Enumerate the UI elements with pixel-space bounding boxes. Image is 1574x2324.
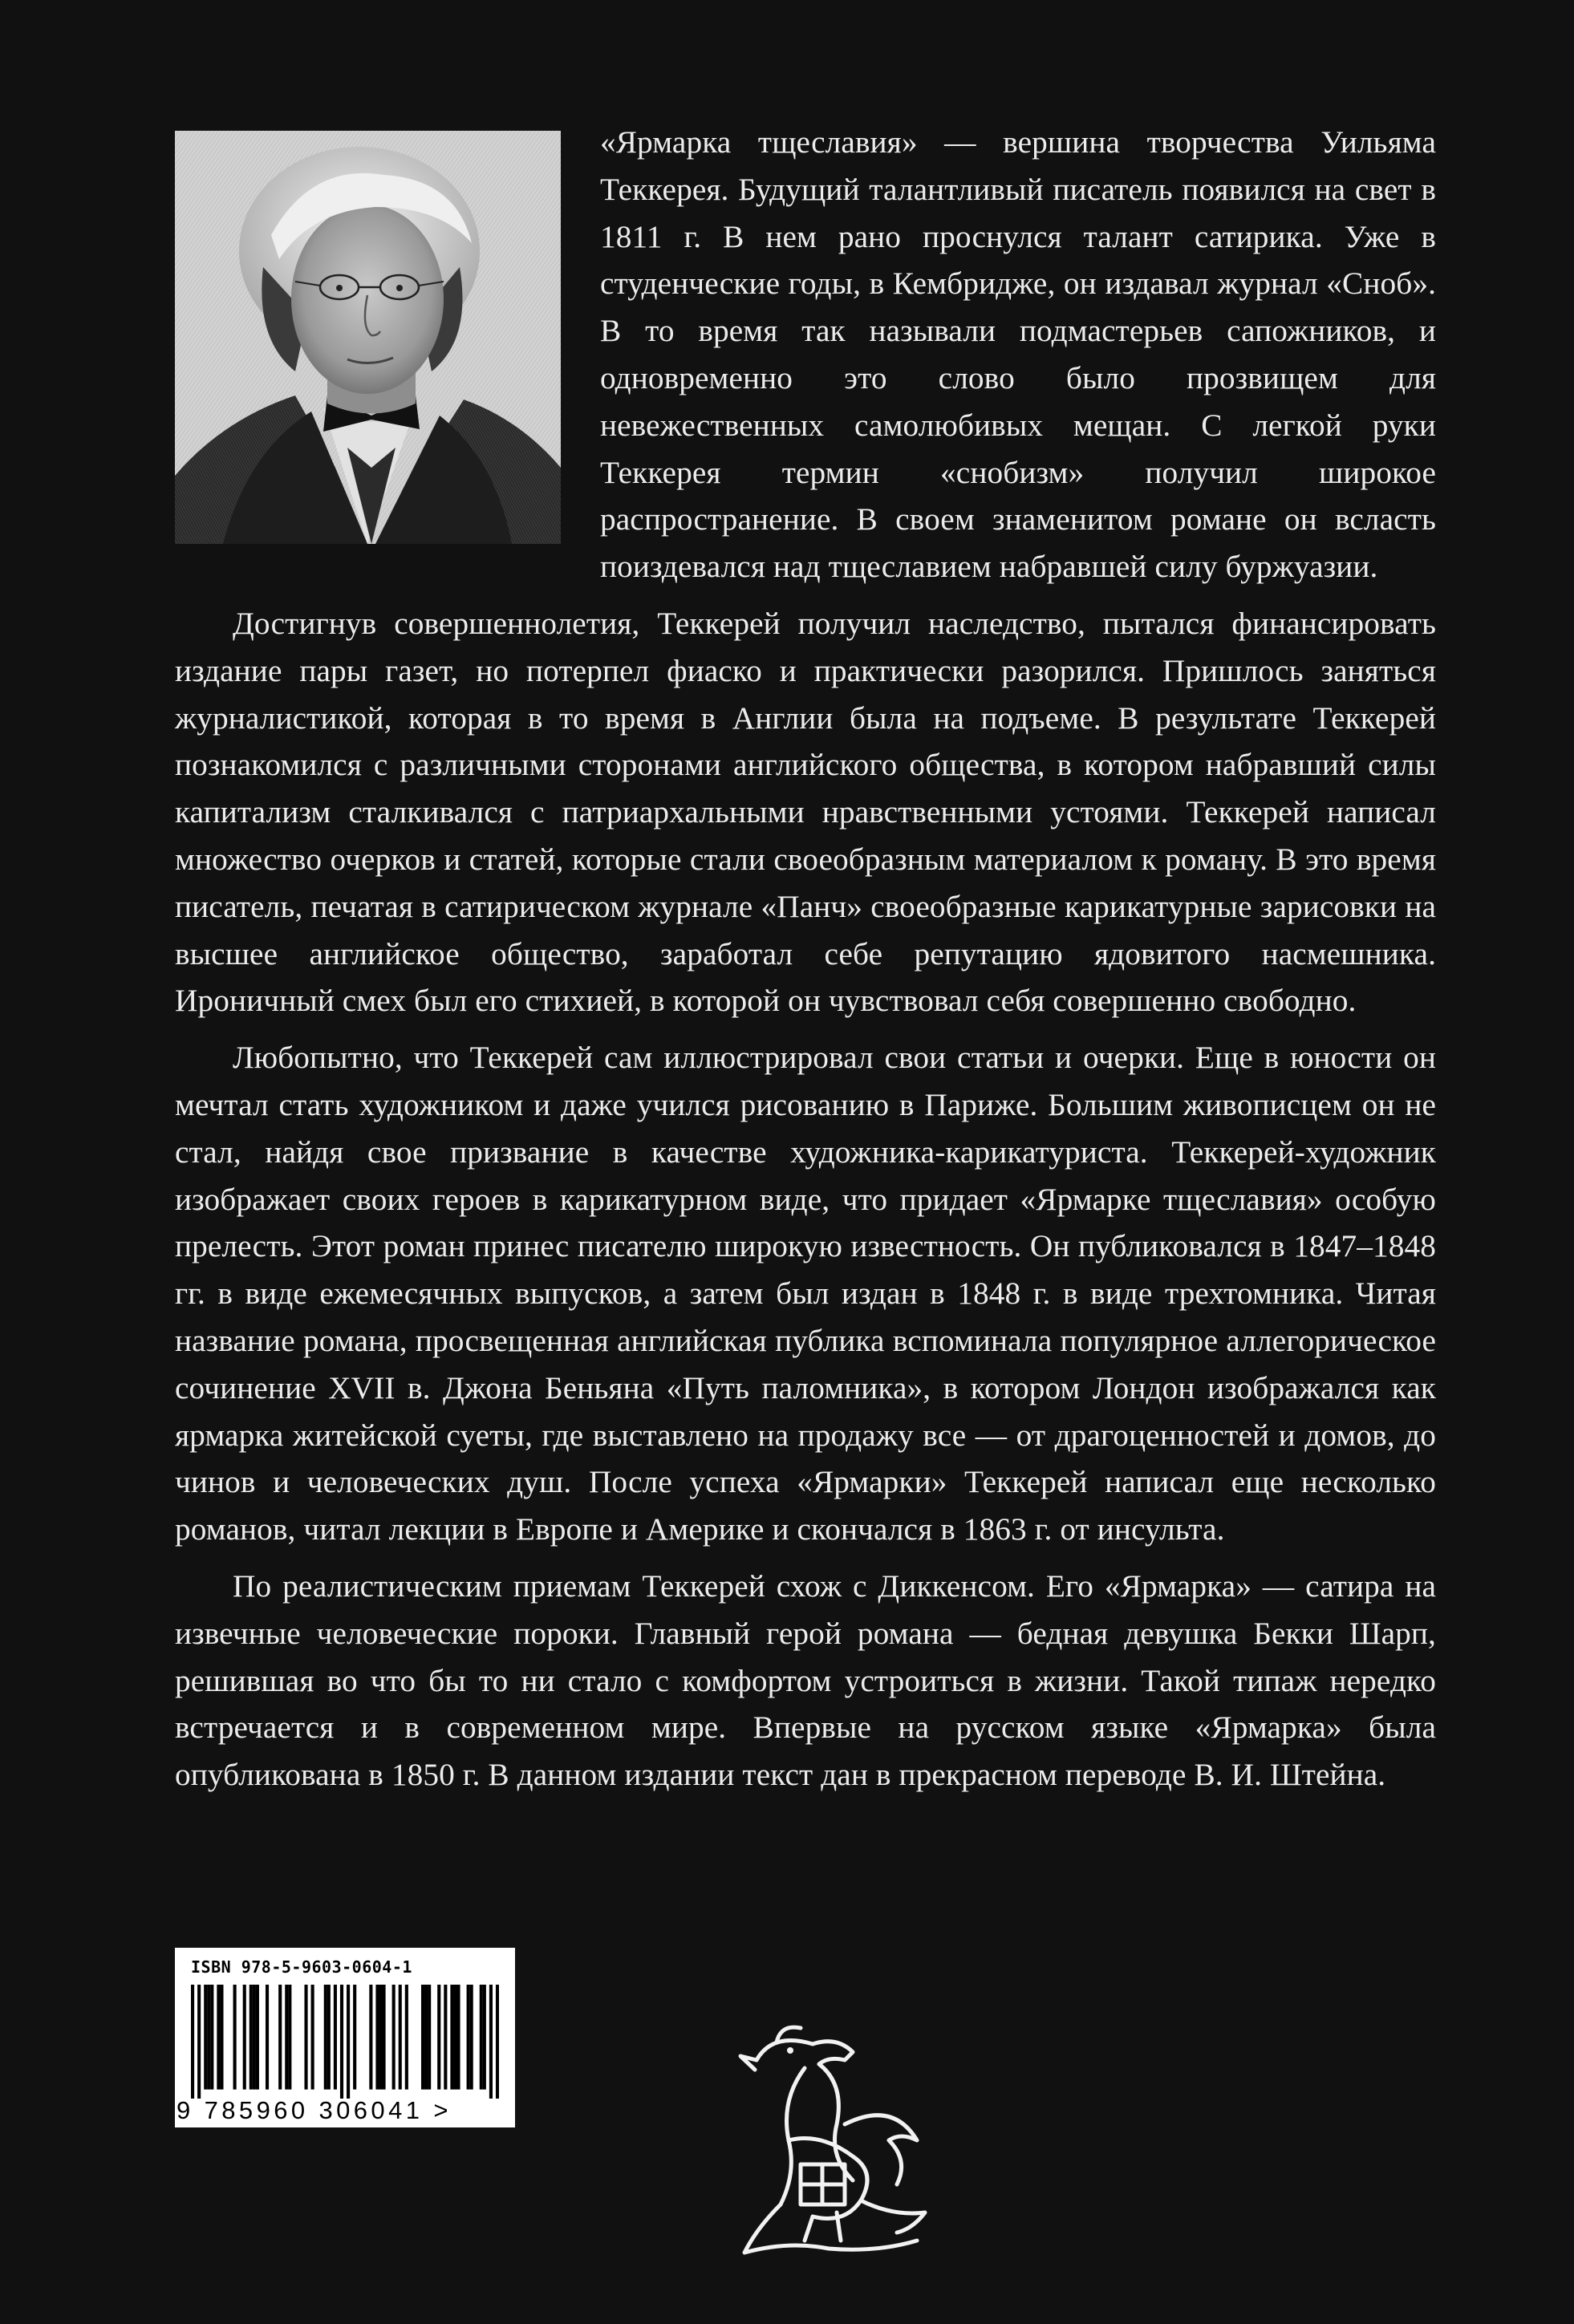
- barcode-bar: [210, 1985, 213, 2090]
- barcode-bar: [405, 1985, 408, 2090]
- barcode-bar: [204, 1985, 207, 2090]
- barcode-bar: [278, 1985, 282, 2090]
- barcode-bar: [453, 1985, 456, 2090]
- barcode-bar: [324, 1985, 327, 2090]
- isbn-barcode: [175, 1948, 515, 2127]
- barcode-bar: [288, 1985, 291, 2090]
- barcode-bar: [428, 1985, 431, 2090]
- barcode-bar: [233, 1985, 237, 2090]
- barcode-bar: [327, 1985, 331, 2090]
- barcode-bar: [353, 1985, 356, 2090]
- dragon-knot-logo-icon: [724, 2012, 946, 2261]
- barcode-bar: [470, 1985, 473, 2090]
- barcode-bar: [399, 1985, 402, 2090]
- barcode-bar: [424, 1985, 428, 2090]
- barcode-bar: [483, 1985, 486, 2090]
- barcode-bar: [444, 1985, 447, 2090]
- barcode-bar: [334, 1985, 337, 2090]
- barcode-bar: [220, 1985, 223, 2090]
- barcode-guard-bar: [197, 1985, 201, 2099]
- barcode-bar: [375, 1985, 379, 2090]
- barcode-guard-bar: [496, 1985, 499, 2099]
- barcode-bar: [456, 1985, 460, 2090]
- barcode-bar: [382, 1985, 385, 2090]
- blurb-text: [175, 119, 1436, 1799]
- barcode-bar: [243, 1985, 246, 2090]
- ean-digits: 9 785960 306041 >: [176, 2096, 452, 2124]
- barcode-bar: [207, 1985, 210, 2090]
- barcode-bar: [311, 1985, 314, 2090]
- barcode-bar: [249, 1985, 253, 2090]
- barcode-bars: [191, 1985, 499, 2099]
- barcode-bar: [253, 1985, 256, 2090]
- barcode-bar: [304, 1985, 307, 2090]
- barcode-guard-bar: [347, 1985, 350, 2099]
- barcode-bar: [256, 1985, 259, 2090]
- isbn-label: ISBN 978-5-9603-0604-1: [191, 1957, 412, 1977]
- barcode-bar: [266, 1985, 269, 2090]
- barcode-bar: [421, 1985, 424, 2090]
- barcode-bar: [285, 1985, 288, 2090]
- barcode-bar: [437, 1985, 440, 2090]
- barcode-bar: [369, 1985, 372, 2090]
- barcode-guard-bar: [191, 1985, 194, 2099]
- blurb-paragraph-4: По реалистическим приемам Теккерей схож с Диккенсом. Его «Ярмарка» — сатира на извечные человеческие пороки. Главный герой романа — бедная девушка Бекки Шарп, решившая во что бы то ни стало с комфортом устроиться в жизни. Такой типаж нередко встречается и в современном мире. Впервые на русском языке «Ярмарка» была опубликована в 1850 г. В данном издании текст дан в прекрасном переводе В. И. Штейна.: [175, 1568, 1436, 1793]
- blurb-paragraph-3: Любопытно, что Теккерей сам иллюстрировал свои статьи и очерки. Еще в юности он мечтал стать художником и даже учился рисованию в Париже. Большим живописцем он не стал, найдя свое призвание в качестве художника-карикатуриста. Теккерей-художник изображает своих героев в карикатурном виде, что придает «Ярмарке тщеславия» особую прелесть. Этот роман принес писателю широкую известность. Он публиковался в 1847–1848 гг. в виде ежемесячных выпусков, а затем был издан в 1848 г. в виде трехтомника. Читая название романа, просвещенная английская публика вспоминала популярное аллегорическое сочинение XVII в. Джона Беньяна «Путь паломника», в котором Лондон изображался как ярмарка житейской суеты, где выставлено на продажу все — от драгоценностей и домов, до чинов и человеческих душ. После успеха «Ярмарки» Теккерей написал еще несколько романов, читал лекции в Европе и Америке и скончался в 1863 г. от инсульта.: [175, 1040, 1436, 1547]
- barcode-bar: [217, 1985, 220, 2090]
- barcode-bar: [379, 1985, 382, 2090]
- barcode-bar: [467, 1985, 470, 2090]
- barcode-guard-bar: [340, 1985, 343, 2099]
- barcode-guard-bar: [489, 1985, 493, 2099]
- blurb-paragraph-1: «Ярмарка тщеславия» — вершина творчества Уильяма Теккерея. Будущий талантливый писатель появился на свет в 1811 г. В нем рано проснулся талант сатирика. Уже в студенческие годы, в Кембридже, он издавал журнал «Сноб». В то время так называли подмастерьев сапожников, и одновременно это слово было прозвищем для невежественных самолюбивых мещан. С легкой руки Теккерея термин «снобизм» получил широкое распространение. В своем знаменитом романе он всласть поиздевался над тщеславием набравшей силу буржуазии.: [600, 124, 1436, 585]
- barcode-bar: [392, 1985, 396, 2090]
- barcode-bar: [480, 1985, 483, 2090]
- blurb-paragraph-2: Достигнув совершеннолетия, Теккерей получил наследство, пытался финансировать издание пары газет, но потерпел фиаско и практически разорился. Пришлось заняться журналистикой, которая в то время в Англии была на подъеме. В результате Теккерей познакомился с различными сторонами английского общества, в котором набравший силы капитализм сталкивался с патриархальными нравственными устоями. Теккерей написал множество очерков и статей, которые стали своеобразным материалом к роману. В это время писатель, печатая в сатирическом журнале «Панч» своеобразные карикатурные зарисовки на высшее английское общество, заработал себе репутацию ядовитого насмешника. Ироничный смех был его стихией, в которой он чувствовал себя совершенно свободно.: [175, 605, 1436, 1019]
- barcode-bar: [450, 1985, 453, 2090]
